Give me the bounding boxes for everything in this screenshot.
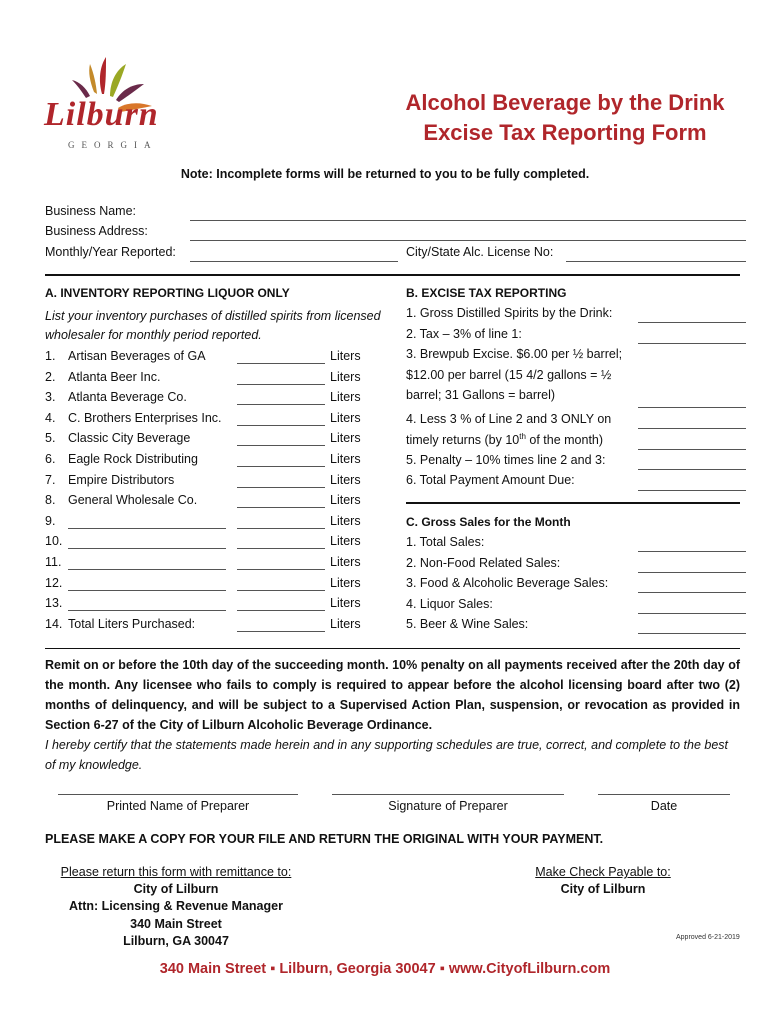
business-name-label: Business Name:	[45, 204, 137, 218]
b-line-5: 5. Penalty – 10% times line 2 and 3:	[406, 453, 606, 467]
inventory-row	[45, 349, 375, 369]
gross-sales-field[interactable]	[638, 551, 746, 552]
section-b-divider	[406, 502, 740, 504]
gross-sales-item: 5. Beer & Wine Sales:	[406, 617, 529, 632]
inventory-liters-field[interactable]	[237, 590, 325, 591]
inventory-row	[45, 576, 375, 596]
inventory-unit-label: Liters	[330, 452, 361, 466]
inventory-distributor-name: Empire Distributors	[68, 472, 175, 487]
inventory-unit-label: Liters	[330, 513, 361, 528]
b-line-3b: $12.00 per barrel (15 4/2 gallons = ½	[406, 368, 612, 382]
b-line-2-field[interactable]	[638, 343, 746, 344]
b-line-1-field[interactable]	[638, 322, 746, 323]
inventory-unit-label: Liters	[330, 390, 361, 405]
b-line-4b-sup: th	[519, 432, 526, 441]
return-line-1: City of Lilburn	[133, 882, 219, 896]
inventory-row	[45, 596, 375, 616]
inventory-unit-label: Liters	[330, 555, 361, 569]
inventory-row	[45, 493, 375, 513]
section-c-heading: C. Gross Sales for the Month	[406, 515, 571, 529]
logo-subtext: GEORGIA	[68, 140, 158, 150]
return-line-3: 340 Main Street	[130, 917, 222, 931]
date-label: Date	[650, 799, 678, 813]
inventory-row-number: 7.	[45, 472, 56, 487]
gross-sales-field[interactable]	[638, 633, 746, 634]
logo-text: Lilburn	[44, 96, 159, 133]
inventory-distributor-name: Artisan Beverages of GA	[68, 349, 206, 363]
b-line-4b	[406, 432, 603, 447]
inventory-row	[45, 473, 375, 493]
payable-heading: Make Check Payable to:	[535, 865, 671, 879]
inventory-row-number: 4.	[45, 410, 56, 425]
remit-notice: Remit on or before the 10th day of the succeeding month. 10% penalty on all payments received after the 20th day of the month. Any licensee who fails to comply is required to appear before the alcohol licensing board after two (2) months of delinquency, and will be subject to a Supervised Action Plan, suspension, or revocation as provided in Section 6-27 of the City of Lilburn Alcoholic Beverage Ordinance.	[45, 658, 740, 732]
inventory-distributor-name: Eagle Rock Distributing	[68, 452, 198, 466]
inventory-row	[45, 555, 375, 575]
date-field[interactable]	[598, 794, 730, 795]
inventory-row-number: 8.	[45, 493, 56, 508]
inventory-liters-field[interactable]	[237, 631, 325, 632]
gross-sales-item: 2. Non-Food Related Sales:	[406, 555, 561, 570]
b-line-3c: barrel; 31 Gallons = barrel)	[406, 388, 556, 402]
inventory-distributor-name: C. Brothers Enterprises Inc.	[68, 410, 222, 425]
b-line-5-field[interactable]	[638, 469, 746, 470]
inventory-row	[45, 411, 375, 431]
b-line-4-field[interactable]	[638, 428, 746, 429]
inventory-distributor-name: Total Liters Purchased:	[68, 616, 196, 631]
inventory-distributor-name: Atlanta Beer Inc.	[68, 369, 161, 384]
inventory-unit-label: Liters	[330, 349, 361, 363]
inventory-distributor-name: Classic City Beverage	[68, 431, 191, 446]
mid-divider	[45, 648, 740, 649]
inventory-distributor-field[interactable]	[68, 569, 226, 570]
section-b-heading: B. EXCISE TAX REPORTING	[406, 286, 567, 300]
incomplete-note: Note: Incomplete forms will be returned to you to be fully completed.	[180, 167, 590, 181]
inventory-row-number: 10.	[45, 534, 63, 549]
inventory-unit-label: Liters	[330, 431, 361, 446]
return-line-2: Attn: Licensing & Revenue Manager	[69, 899, 283, 913]
section-divider	[45, 274, 740, 276]
signature-label: Signature of Preparer	[388, 799, 508, 813]
gross-sales-item: 3. Food & Alcoholic Beverage Sales:	[406, 576, 609, 591]
signature-field[interactable]	[332, 794, 564, 795]
inventory-unit-label: Liters	[330, 596, 361, 611]
inventory-row-number: 2.	[45, 369, 56, 384]
inventory-distributor-field[interactable]	[68, 590, 226, 591]
inventory-row-number: 11.	[45, 555, 62, 569]
inventory-liters-field[interactable]	[237, 466, 325, 467]
inventory-row-number: 9.	[45, 513, 56, 528]
inventory-unit-label: Liters	[330, 472, 361, 487]
inventory-row	[45, 617, 375, 637]
business-address-label: Business Address:	[45, 224, 148, 238]
inventory-liters-field[interactable]	[237, 445, 325, 446]
inventory-unit-label: Liters	[330, 616, 361, 631]
b-line-1: 1. Gross Distilled Spirits by the Drink:	[406, 306, 613, 320]
inventory-row	[45, 431, 375, 451]
license-field[interactable]	[566, 261, 746, 262]
inventory-row	[45, 390, 375, 410]
inventory-distributor-name: General Wholesale Co.	[68, 493, 198, 508]
inventory-liters-field[interactable]	[237, 569, 325, 570]
inventory-liters-field[interactable]	[237, 507, 325, 508]
section-a-instructions: List your inventory purchases of distilled spirits from licensed wholesaler for monthly period reported.	[45, 309, 381, 342]
gross-sales-item: 1. Total Sales:	[406, 535, 485, 549]
gross-sales-item: 4. Liquor Sales:	[406, 596, 493, 611]
inventory-liters-field[interactable]	[237, 487, 325, 488]
footer-address: 340 Main Street ▪ Lilburn, Georgia 30047 ▪ www.CityofLilburn.com	[159, 961, 611, 977]
inventory-row-number: 14.	[45, 616, 63, 631]
inventory-liters-field[interactable]	[237, 610, 325, 611]
form-title-line1: Alcohol Beverage by the Drink	[405, 90, 725, 115]
inventory-distributor-field[interactable]	[68, 528, 226, 529]
inventory-row	[45, 452, 375, 472]
inventory-row-number: 5.	[45, 431, 56, 446]
business-name-field[interactable]	[190, 220, 746, 221]
copy-notice: PLEASE MAKE A COPY FOR YOUR FILE AND RETURN THE ORIGINAL WITH YOUR PAYMENT.	[45, 832, 604, 846]
b-line-3-field[interactable]	[638, 407, 746, 408]
inventory-liters-field[interactable]	[237, 425, 325, 426]
section-a-heading: A. INVENTORY REPORTING LIQUOR ONLY	[45, 286, 290, 300]
approved-date: Approved 6-21-2019	[676, 934, 740, 941]
inventory-row-number: 13.	[45, 596, 63, 611]
inventory-unit-label: Liters	[330, 410, 361, 425]
payable-line-1: City of Lilburn	[560, 882, 646, 896]
inventory-row	[45, 534, 375, 554]
certification-text: I hereby certify that the statements made herein and in any supporting schedules are true, correct, and complete to the best of my knowledge.	[45, 738, 729, 772]
inventory-liters-field[interactable]	[237, 528, 325, 529]
business-address-field[interactable]	[190, 240, 746, 241]
license-label: City/State Alc. License No:	[406, 245, 554, 259]
inventory-liters-field[interactable]	[237, 384, 325, 385]
inventory-liters-field[interactable]	[237, 548, 325, 549]
b-line-3a: 3. Brewpub Excise. $6.00 per ½ barrel;	[406, 347, 623, 361]
b-line-4b-post: of the month)	[525, 433, 604, 448]
inventory-row-number: 12.	[45, 575, 63, 590]
b-line-4b-field[interactable]	[638, 449, 746, 450]
inventory-liters-field[interactable]	[237, 404, 325, 405]
gross-sales-field[interactable]	[638, 613, 746, 614]
inventory-row-number: 3.	[45, 390, 56, 405]
b-line-6-field[interactable]	[638, 490, 746, 491]
inventory-row	[45, 370, 375, 390]
inventory-unit-label: Liters	[330, 369, 361, 384]
inventory-distributor-field[interactable]	[68, 548, 226, 549]
gross-sales-field[interactable]	[638, 592, 746, 593]
return-heading: Please return this form with remittance to:	[60, 865, 292, 879]
form-title-line2: Excise Tax Reporting Form	[423, 120, 707, 145]
inventory-unit-label: Liters	[330, 575, 361, 590]
inventory-row-number: 1.	[45, 349, 56, 363]
b-line-2: 2. Tax – 3% of line 1:	[406, 327, 522, 341]
b-line-6: 6. Total Payment Amount Due:	[406, 473, 575, 487]
b-line-4a: 4. Less 3 % of Line 2 and 3 ONLY on	[406, 412, 612, 426]
inventory-distributor-name: Atlanta Beverage Co.	[68, 390, 187, 405]
inventory-unit-label: Liters	[330, 534, 361, 549]
inventory-row-number: 6.	[45, 452, 56, 466]
printed-name-field[interactable]	[58, 794, 298, 795]
month-year-field[interactable]	[190, 261, 398, 262]
inventory-distributor-field[interactable]	[68, 610, 226, 611]
gross-sales-field[interactable]	[638, 572, 746, 573]
printed-name-label: Printed Name of Preparer	[106, 799, 250, 813]
return-line-4: Lilburn, GA 30047	[123, 934, 229, 948]
inventory-unit-label: Liters	[330, 493, 361, 508]
inventory-row	[45, 514, 375, 534]
inventory-liters-field[interactable]	[237, 363, 325, 364]
month-year-label: Monthly/Year Reported:	[45, 245, 176, 259]
b-line-4b-pre: timely returns (by 10	[406, 433, 520, 448]
